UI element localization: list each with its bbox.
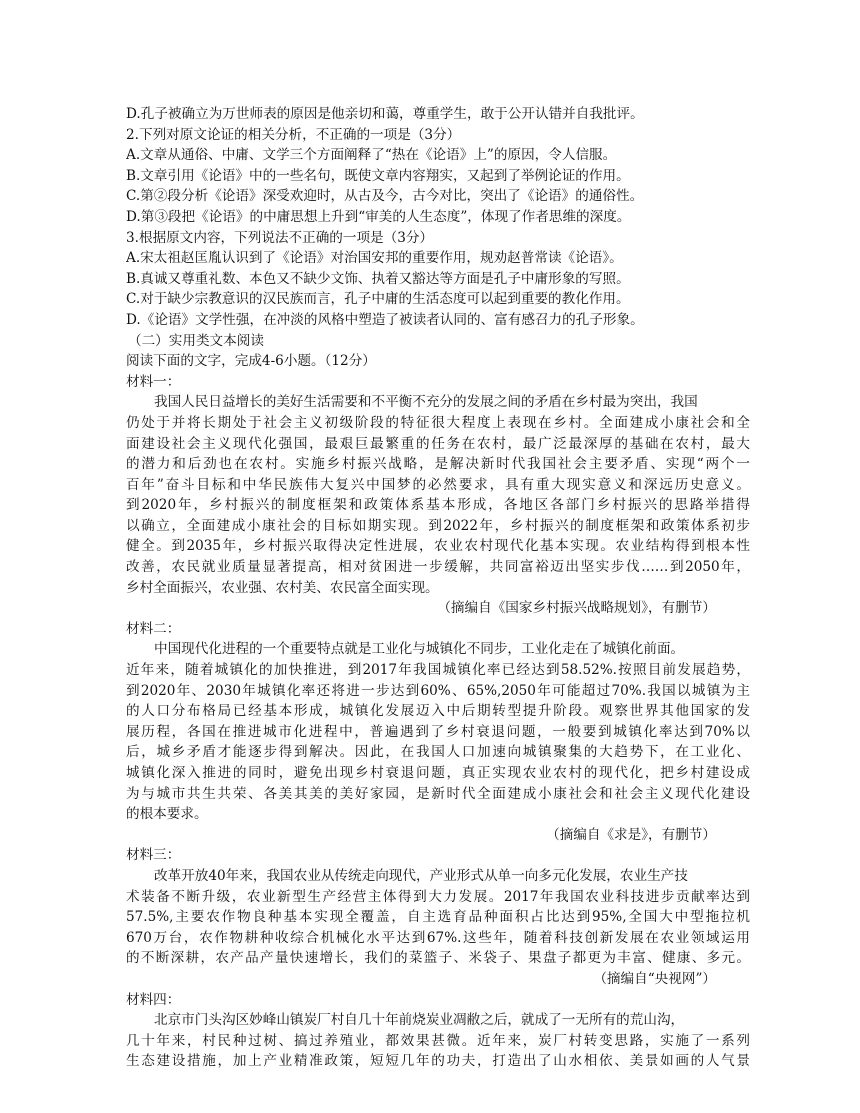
text-line: A.文章从通俗、中庸、文学三个方面阐释了“热在《论语》上”的原因，令人信服。 (126, 147, 617, 164)
text-line: A.宋太祖赵匡胤认识到了《论语》对治国安邦的重要作用，规劝赵普常读《论语》。 (126, 250, 623, 267)
text-line: D.第③段把《论语》的中庸思想上升到“审美的人生态度”，体现了作者思维的深度。 (126, 208, 631, 225)
text-line: C.对于缺少宗教意识的汉民族而言，孔子中庸的生活态度可以起到重要的教化作用。 (126, 291, 630, 308)
text-line: 展历程，各国在推进城市化进程中，普遍遇到了乡村衰退问题，一般要到城镇化率达到70%以 (126, 723, 750, 740)
text-line: D.《论语》文学性强，在冲淡的风格中塑造了被读者认同的、富有感召力的孔子形象。 (126, 311, 644, 328)
text-line: 城镇化深入推进的同时，避免出现乡村衰退问题，真正实现农业农村的现代化，把乡村建设成 (126, 765, 750, 781)
text-line: 中国现代化进程的一个重要特点就是工业化与城镇化不同步，工业化走在了城镇化前面。 (154, 641, 685, 658)
text-line: 到2020年，乡村振兴的制度框架和政策体系基本形成，各地区各部门乡村振兴的思路举措得 (126, 497, 750, 514)
text-line: 材料二： (126, 620, 181, 637)
text-line: 阅读下面的文字，完成4-6小题。（12分） (126, 353, 376, 370)
text-line: 百年”奋斗目标和中华民族伟大复兴中国梦的必然要求，具有重大现实意义和深远历史意义。 (126, 476, 750, 493)
text-line: D.孔子被确立为万世师表的原因是他亲切和蔼，尊重学生，敢于公开认错并自我批评。 (126, 106, 644, 122)
text-line: （二）实用类文本阅读 (128, 332, 264, 349)
text-line: B.真诚又尊重礼数、本色又不缺少文饰、执着又豁达等方面是孔子中庸形象的写照。 (126, 270, 630, 287)
text-line: 材料四： (126, 991, 181, 1008)
text-line: 我国人民日益增长的美好生活需要和不平衡不充分的发展之间的矛盾在乡村最为突出，我国 (154, 394, 698, 411)
text-line: 改善，农民就业质量显著提高，相对贫困进一步缓解，共同富裕迈出坚实步伐……到2050年， (126, 559, 750, 576)
text-line: 3.根据原文内容，下列说法不正确的一项是（3分） (126, 229, 434, 246)
text-line: 生态建设措施，加上产业精准政策，短短几年的功夫，打造出了山水相依、美景如画的人气景 (126, 1053, 750, 1070)
text-line: 材料一： (126, 373, 181, 390)
text-line: 材料三： (126, 847, 181, 864)
text-line: （摘编自“央视网”） (593, 970, 716, 987)
text-line: 到2020年、2030年城镇化率还将进一步达到60%、65%,2050年可能超过70%.我国以城镇为主 (126, 682, 750, 699)
text-line: 的人口分布格局已经基本形成，城镇化发展迈入中后期转型提升阶段。观察世界其他国家的发 (126, 703, 750, 720)
text-line: 670万台，农作物耕种收综合机械化水平达到67%.这些年，随着科技创新发展在农业领域运用 (126, 929, 750, 946)
text-line: 北京市门头沟区妙峰山镇炭厂村自几十年前烧炭业凋敝之后，就成了一无所有的荒山沟， (154, 1012, 685, 1029)
text-line: （摘编自《国家乡村振兴战略规划》，有删节） (437, 600, 716, 617)
text-line: 的根本要求。 (126, 806, 208, 823)
text-line: 后，城乡矛盾才能逐步得到解决。因此，在我国人口加速向城镇聚集的大趋势下，在工业化、 (126, 744, 750, 761)
text-line: B.文章引用《论语》中的一些名句，既使文章内容翔实，又起到了举例论证的作用。 (126, 167, 630, 184)
text-line: C.第②段分析《论语》深受欢迎时，从古及今，古今对比，突出了《论语》的通俗性。 (126, 188, 644, 205)
text-line: 的潜力和后劲也在农村。实施乡村振兴战略，是解决新时代我国社会主要矛盾、实现“两个一 (126, 456, 750, 473)
text-line: 健全。到2035年，乡村振兴取得决定性进展，农业农村现代化基本实现。农业结构得到根本性 (126, 538, 750, 555)
text-line: 乡村全面振兴，农业强、农村美、农民富全面实现。 (126, 579, 439, 596)
text-line: 为与城市共生共荣、各美其美的美好家园，是新时代全面建成小康社会和社会主义现代化建设 (126, 785, 750, 802)
text-line: 改革开放40年来，我国农业从传统走向现代，产业形式从单一向多元化发展，农业生产技 (154, 867, 688, 884)
text-line: 57.5%,主要农作物良种基本实现全覆盖，自主选育品种面积占比达到95%,全国大中型拖拉机 (126, 909, 750, 926)
text-line: 术装备不断升级，农业新型生产经营主体得到大力发展。2017年我国农业科技进步贡献率达到 (126, 888, 750, 905)
text-line: 近年来，随着城镇化的加快推进，到2017年我国城镇化率已经达到58.52%.按照目前发展趋势， (126, 662, 750, 679)
text-line: 几十年来，村民种过树、搞过养殖业，都效果甚微。近年来，炭厂村转变思路，实施了一系列 (126, 1032, 750, 1049)
text-line: 面建设社会主义现代化强国，最艰巨最繁重的任务在农村，最广泛最深厚的基础在农村，最大 (126, 435, 750, 452)
text-line: 以确立，全面建成小康社会的目标如期实现。到2022年，乡村振兴的制度框架和政策体系初步 (126, 517, 750, 534)
text-line: 2.下列对原文论证的相关分析，不正确的一项是（3分） (126, 126, 461, 143)
text-line: （摘编自《求是》，有删节） (546, 826, 716, 843)
text-line: 仍处于并将长期处于社会主义初级阶段的特征很大程度上表现在乡村。全面建成小康社会和全 (126, 414, 750, 431)
text-line: 的不断深耕，农产品产量快速增长，我们的菜篮子、米袋子、果盘子都更为丰富、健康、多元。 (126, 950, 750, 967)
